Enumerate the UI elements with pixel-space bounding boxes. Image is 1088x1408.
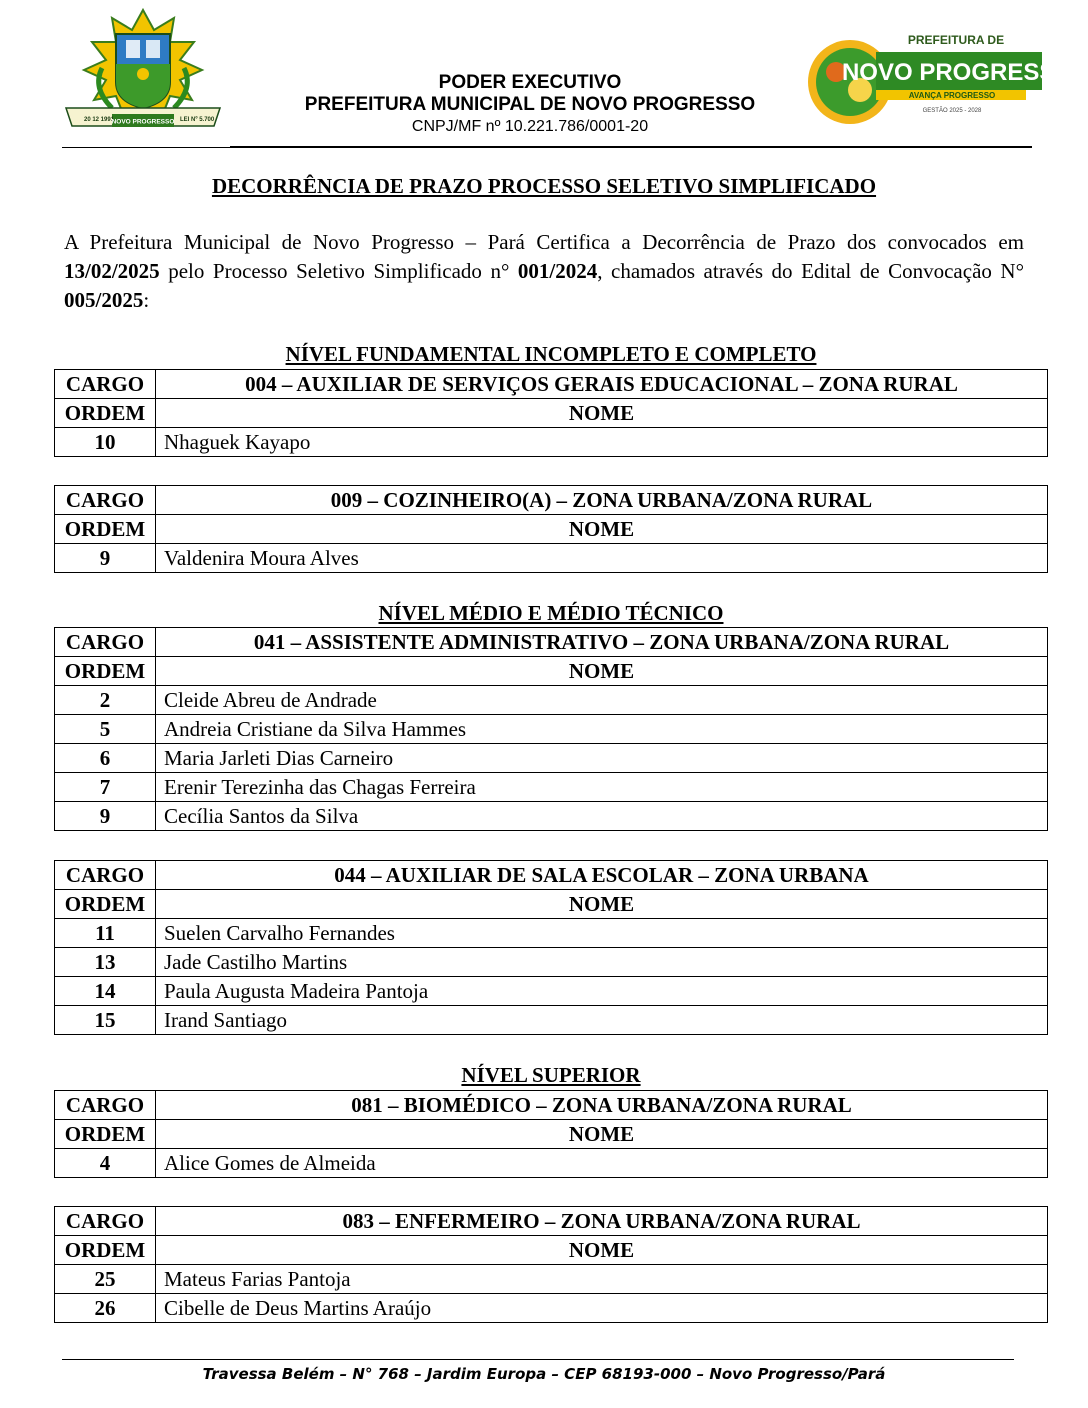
logo-term-text: GESTÃO 2025 - 2028 [922,108,982,114]
cargo-label: CARGO [55,370,156,399]
ordem-cell: 7 [55,773,156,802]
section-title: NÍVEL SUPERIOR [461,1063,641,1087]
nome-label: NOME [156,1236,1048,1265]
cargo-title: 083 – ENFERMEIRO – ZONA URBANA/ZONA RURAL [156,1207,1048,1236]
prefeitura-logo-icon [806,30,1075,128]
ordem-label: ORDEM [55,890,156,919]
table-header-row [55,399,1048,428]
crest-banner-center: NOVO PROGRESSO [111,118,175,126]
ordem-label: ORDEM [55,399,156,428]
table-header-row [55,515,1048,544]
ordem-cell: 6 [55,744,156,773]
intro-text-3: , chamados através do Edital de Convocação N° [597,259,1024,283]
intro-edital-number: 005/2025 [64,288,144,312]
intro-date: 13/02/2025 [64,259,160,283]
document-header [270,72,790,138]
nome-label: NOME [156,515,1048,544]
table-row [55,977,1048,1006]
ordem-cell: 9 [55,544,156,573]
nome-cell: Alice Gomes de Almeida [156,1149,1048,1178]
ordem-label: ORDEM [55,515,156,544]
ordem-label: ORDEM [55,657,156,686]
document-title: DECORRÊNCIA DE PRAZO PROCESSO SELETIVO SIMPLIFICADO [211,174,877,198]
table-cargo-row [55,628,1048,657]
cargo-label: CARGO [55,861,156,890]
footer-address: Travessa Belém – N° 768 – Jardim Europa – CEP 68193-000 – Novo Progresso/Pará [202,1365,886,1383]
nome-cell: Cibelle de Deus Martins Araújo [156,1294,1048,1323]
nome-cell: Suelen Carvalho Fernandes [156,919,1048,948]
ordem-cell: 2 [55,686,156,715]
nome-cell: Cecília Santos da Silva [156,802,1048,831]
section-title: NÍVEL MÉDIO E MÉDIO TÉCNICO [378,601,724,625]
header-municipality: PREFEITURA MUNICIPAL DE NOVO PROGRESSO [304,94,756,115]
cargo-title: 041 – ASSISTENTE ADMINISTRATIVO – ZONA URBANA/ZONA RURAL [156,628,1048,657]
cargo-title: 009 – COZINHEIRO(A) – ZONA URBANA/ZONA RURAL [156,486,1048,515]
logo-main-text: NOVO PROGRESSO [841,59,1075,86]
table-header-row [55,657,1048,686]
table-header-row [55,1120,1048,1149]
logo-top-text: PREFEITURA DE [907,33,1005,47]
header-cnpj: CNPJ/MF nº 10.221.786/0001-20 [411,118,649,135]
nome-cell: Valdenira Moura Alves [156,544,1048,573]
ordem-cell: 11 [55,919,156,948]
ordem-cell: 13 [55,948,156,977]
table-header-row [55,1236,1048,1265]
footer-rule [62,1359,1014,1360]
ordem-label: ORDEM [55,1120,156,1149]
table-cargo-row [55,486,1048,515]
crest-banner-left: 20 12 1991 [84,117,115,123]
intro-text-1: A Prefeitura Municipal de Novo Progresso – Pará Certifica a Decorrência de Prazo dos convocados em [64,230,1024,254]
nome-cell: Nhaguek Kayapo [156,428,1048,457]
crest-banner-right: LEI Nº 5.700 [180,117,215,123]
table-cargo-row [55,1091,1048,1120]
table-row [55,686,1048,715]
intro-text-2: pelo Processo Seletivo Simplificado n° [159,259,518,283]
nome-cell: Irand Santiago [156,1006,1048,1035]
table-row [55,1006,1048,1035]
cargo-label: CARGO [55,1091,156,1120]
ordem-cell: 25 [55,1265,156,1294]
ordem-cell: 4 [55,1149,156,1178]
cargo-table [54,369,1048,457]
table-cargo-row [55,1207,1048,1236]
table-row [55,948,1048,977]
cargo-label: CARGO [55,628,156,657]
intro-paragraph [64,228,1024,315]
nome-cell: Jade Castilho Martins [156,948,1048,977]
ordem-cell: 5 [55,715,156,744]
table-row [55,1294,1048,1323]
table-cargo-row [55,861,1048,890]
section-title: NÍVEL FUNDAMENTAL INCOMPLETO E COMPLETO [285,342,817,366]
table-row [55,802,1048,831]
municipal-crest-icon [62,8,224,130]
cargo-title: 081 – BIOMÉDICO – ZONA URBANA/ZONA RURAL [156,1091,1048,1120]
cargo-table [54,627,1048,831]
table-row [55,1149,1048,1178]
cargo-title: 044 – AUXILIAR DE SALA ESCOLAR – ZONA URBANA [156,861,1048,890]
cargo-table [54,1206,1048,1323]
cargo-table [54,1090,1048,1178]
nome-label: NOME [156,657,1048,686]
ordem-cell: 15 [55,1006,156,1035]
nome-cell: Erenir Terezinha das Chagas Ferreira [156,773,1048,802]
ordem-cell: 10 [55,428,156,457]
cargo-label: CARGO [55,486,156,515]
intro-text-4: : [143,288,150,312]
table-header-row [55,890,1048,919]
cargo-label: CARGO [55,1207,156,1236]
cargo-table [54,860,1048,1035]
nome-cell: Maria Jarleti Dias Carneiro [156,744,1048,773]
ordem-cell: 26 [55,1294,156,1323]
nome-cell: Cleide Abreu de Andrade [156,686,1048,715]
nome-cell: Paula Augusta Madeira Pantoja [156,977,1048,1006]
nome-label: NOME [156,890,1048,919]
header-rule-thick [230,146,1032,148]
table-row [55,919,1048,948]
table-row [55,544,1048,573]
nome-cell: Mateus Farias Pantoja [156,1265,1048,1294]
table-row [55,715,1048,744]
table-cargo-row [55,370,1048,399]
cargo-title: 004 – AUXILIAR DE SERVIÇOS GERAIS EDUCACIONAL – ZONA RURAL [156,370,1048,399]
table-row [55,744,1048,773]
table-row [55,428,1048,457]
header-power: PODER EXECUTIVO [438,72,622,93]
header-rule-thin [62,147,230,148]
nome-label: NOME [156,1120,1048,1149]
table-row [55,1265,1048,1294]
ordem-label: ORDEM [55,1236,156,1265]
ordem-cell: 14 [55,977,156,1006]
nome-label: NOME [156,399,1048,428]
ordem-cell: 9 [55,802,156,831]
table-row [55,773,1048,802]
nome-cell: Andreia Cristiane da Silva Hammes [156,715,1048,744]
cargo-table [54,485,1048,573]
intro-process-number: 001/2024 [517,259,598,283]
logo-slogan-text: AVANÇA PROGRESSO [908,91,996,100]
